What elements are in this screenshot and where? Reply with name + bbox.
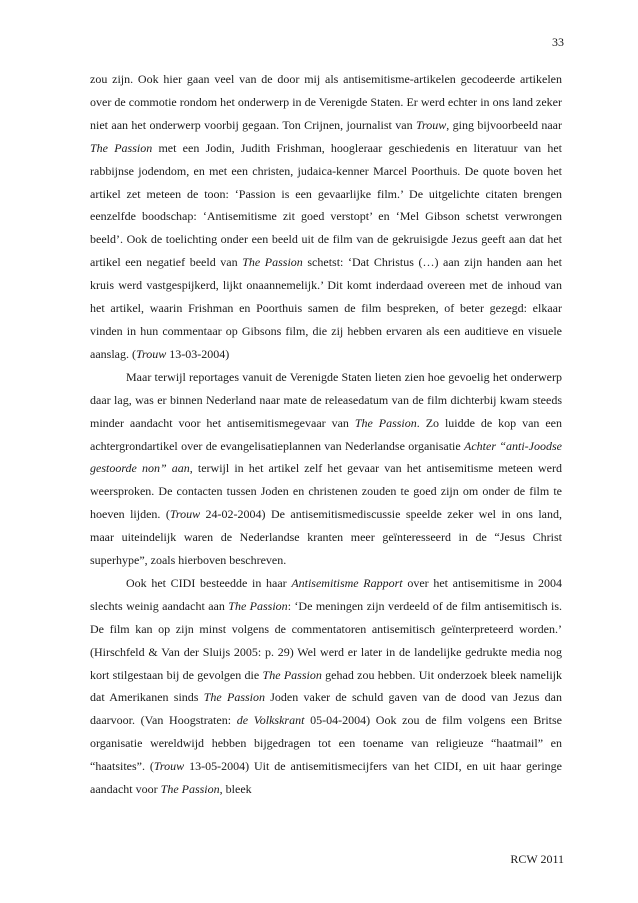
italic-text-run: The Passion bbox=[262, 667, 322, 682]
italic-text-run: Antisemitisme Rapport bbox=[291, 575, 403, 590]
text-run: 13-03-2004) bbox=[166, 346, 230, 361]
text-run: 24-02-2004) De antisemitismediscussie speelde zeker wel in ons land, maar uiteindelijk waren de Nederlandse kranten meer geïnteresseerd in de “Jesus Christ superhype”, zoals hierboven beschreven. bbox=[90, 507, 562, 568]
text-run: zou zijn. Ook hier gaan veel van de door mij als antisemitisme-artikelen gecodeerde artikelen over de commotie rondom het onderwerp in de Verenigde Staten. Er werd echter in ons land zeker niet aan het onderwerp voorbij gegaan. Ton Crijnen, journalist van bbox=[90, 72, 562, 132]
italic-text-run: Trouw bbox=[415, 117, 447, 132]
text-run: 13-05-2004) Uit de antisemitismecijfers van het CIDI, en uit haar geringe aandacht voor bbox=[90, 759, 563, 797]
text-run: Joden vaker de schuld gaven van de dood van Jezus dan daarvoor. (Van Hoogstraten: bbox=[90, 690, 562, 728]
text-run: schetst: ‘Dat Christus (…) aan zijn handen aan het kruis werd vastgespijkerd, lijkt onaannemelijk.’ Dit komt inderdaad overeen met de inhoud van het artikel, waarin Frishman en Poorthuis samen de film bespreken, of beter gezegd: elkaar vinden in hun commentaar op Gibsons film, die zij hebben ervaren als een auditieve en visuele aanslag. ( bbox=[90, 255, 562, 361]
italic-text-run: The Passion bbox=[228, 598, 288, 613]
italic-text-run: Trouw bbox=[169, 507, 201, 522]
italic-text-run: Trouw bbox=[153, 759, 185, 774]
italic-text-run: The Passion bbox=[90, 140, 153, 155]
page-number: 33 bbox=[552, 35, 564, 49]
text-run: : ‘De meningen zijn verdeeld of de film antisemitisch is. De film kan op zijn minst volgens de commentatoren antisemitisch geïnterpreteerd worden.’ (Hirschfeld & Van der Sluijs 2005: p. 29) Wel werd er later in de landelijke gedrukte media nog kort stilgestaan bij de gevolgen die bbox=[90, 598, 562, 682]
text-run: , terwijl in het artikel zelf het gevaar van het antisemitisme meteen werd weersproken. De contacten tussen Joden en christenen zouden te goed zijn om onder de film te hoeven lijden. ( bbox=[90, 461, 562, 522]
italic-text-run: Trouw bbox=[135, 346, 167, 361]
italic-text-run: The Passion bbox=[242, 255, 303, 270]
text-run: , bleek bbox=[219, 782, 252, 797]
italic-text-run: The Passion bbox=[354, 415, 417, 430]
footer-label: RCW 2011 bbox=[510, 852, 564, 866]
text-run: 05-04-2004) Ook zou de film volgens een Britse organisatie wereldwijd hebben bijgedragen tot een toename van religieuze “haatmail” en “haatsites”. ( bbox=[90, 713, 562, 774]
text-run: Maar terwijl reportages vanuit de Verenigde Staten lieten zien hoe gevoelig het onderwerp daar lag, was er binnen Nederland naar mate de releasedatum van de film dichterbij kwam steeds minder aandacht voor het antisemitismegevaar van bbox=[90, 369, 562, 430]
paragraph bbox=[90, 366, 562, 572]
italic-text-run: The Passion bbox=[203, 690, 265, 705]
italic-text-run: Achter “anti-Joodse gestoorde non” aan bbox=[90, 438, 562, 476]
paragraph bbox=[90, 68, 562, 366]
text-run: Ook het CIDI besteedde in haar bbox=[126, 575, 292, 590]
text-run: met een Jodin, Judith Frishman, hoogleraar geschiedenis en literatuur van het rabbijnse jodendom, en met een christen, judaica-kenner Marcel Poorthuis. De quote boven het artikel zet meteen de toon: ‘Passion is een gevaarlijke film.’ De uitgelichte citaten brengen eenzelfde boodschap: ‘Antisemitisme zit goed verstopt’ en ‘Mel Gibson schetst verwrongen beeld’. Ook de toelichting onder een beeld uit de film van de gekruisigde Jezus geeft aan dat het artikel een negatief beeld van bbox=[90, 140, 562, 270]
text-run: gehad zou hebben. Uit onderzoek bleek namelijk dat Amerikanen sinds bbox=[90, 667, 562, 705]
text-run: . Zo luidde de kop van een achtergrondartikel over de evangelisatieplannen van Nederlandse organisatie bbox=[90, 415, 562, 453]
body-text bbox=[90, 68, 562, 801]
italic-text-run: de Volkskrant bbox=[236, 713, 305, 728]
text-run: , ging bijvoorbeeld naar bbox=[446, 117, 563, 132]
paragraph bbox=[90, 572, 562, 801]
italic-text-run: The Passion bbox=[160, 782, 220, 797]
text-run: over het antisemitisme in 2004 slechts weinig aandacht aan bbox=[90, 575, 562, 613]
